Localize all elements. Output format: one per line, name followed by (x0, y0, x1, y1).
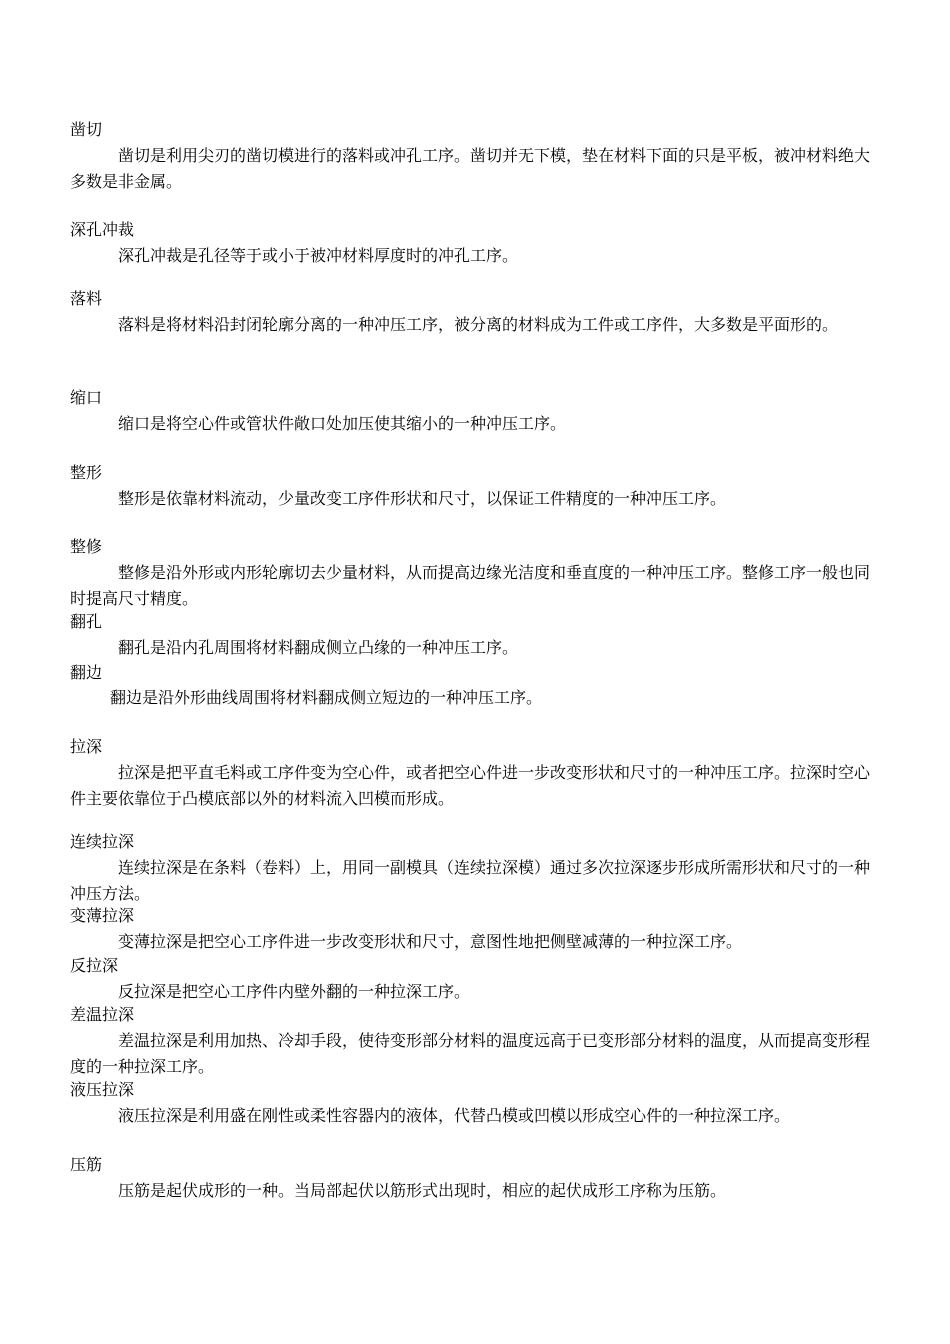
term-definition: 落料是将材料沿封闭轮廓分离的一种冲压工序，被分离的材料成为工件或工序件，大多数是平面形的。 (118, 315, 839, 334)
term-heading: 拉深 (70, 737, 103, 756)
term-definition: 凿切是利用尖刃的凿切模进行的落料或冲孔工序。凿切并无下模，垫在材料下面的只是平板，被冲材料绝大多数是非金属。 (70, 146, 871, 191)
term-definition: 变薄拉深是把空心工序件进一步改变形状和尺寸，意图性地把侧壁减薄的一种拉深工序。 (118, 932, 743, 951)
term-definition: 整形是依靠材料流动，少量改变工序件形状和尺寸，以保证工件精度的一种冲压工序。 (118, 489, 727, 508)
term-heading: 缩口 (70, 388, 103, 407)
term-heading: 液压拉深 (70, 1080, 135, 1099)
term-definition: 液压拉深是利用盛在刚性或柔性容器内的液体，代替凸模或凹模以形成空心件的一种拉深工序。 (118, 1106, 791, 1125)
term-definition: 翻孔是沿内孔周围将材料翻成侧立凸缘的一种冲压工序。 (118, 638, 519, 657)
term-heading: 翻边 (70, 663, 103, 682)
term-definition: 缩口是将空心件或管状件敞口处加压使其缩小的一种冲压工序。 (118, 414, 567, 433)
term-heading: 变薄拉深 (70, 906, 135, 925)
term-definition: 整修是沿外形或内形轮廓切去少量材料，从而提高边缘光洁度和垂直度的一种冲压工序。整修工序一般也同时提高尺寸精度。 (70, 563, 871, 608)
term-definition: 差温拉深是利用加热、冷却手段，使待变形部分材料的温度远高于已变形部分材料的温度，从而提高变形程度的一种拉深工序。 (70, 1031, 871, 1076)
term-definition: 翻边是沿外形曲线周围将材料翻成侧立短边的一种冲压工序。 (110, 688, 543, 707)
term-heading: 凿切 (70, 120, 103, 139)
term-heading: 深孔冲裁 (70, 220, 135, 239)
term-heading: 落料 (70, 289, 103, 308)
term-heading: 反拉深 (70, 956, 119, 975)
term-heading: 压筋 (70, 1155, 103, 1174)
term-definition: 反拉深是把空心工序件内壁外翻的一种拉深工序。 (118, 982, 471, 1001)
term-heading: 差温拉深 (70, 1005, 135, 1024)
term-definition: 深孔冲裁是孔径等于或小于被冲材料厚度时的冲孔工序。 (118, 246, 519, 265)
term-heading: 整修 (70, 537, 103, 556)
term-definition: 拉深是把平直毛料或工序件变为空心件，或者把空心件进一步改变形状和尺寸的一种冲压工序。拉深时空心件主要依靠位于凸模底部以外的材料流入凹模而形成。 (70, 763, 871, 808)
term-definition: 连续拉深是在条料（卷料）上，用同一副模具（连续拉深模）通过多次拉深逐步形成所需形状和尺寸的一种冲压方法。 (70, 858, 871, 903)
term-definition: 压筋是起伏成形的一种。当局部起伏以筋形式出现时，相应的起伏成形工序称为压筋。 (118, 1181, 727, 1200)
term-heading: 翻孔 (70, 612, 103, 631)
term-heading: 整形 (70, 463, 103, 482)
term-heading: 连续拉深 (70, 832, 135, 851)
